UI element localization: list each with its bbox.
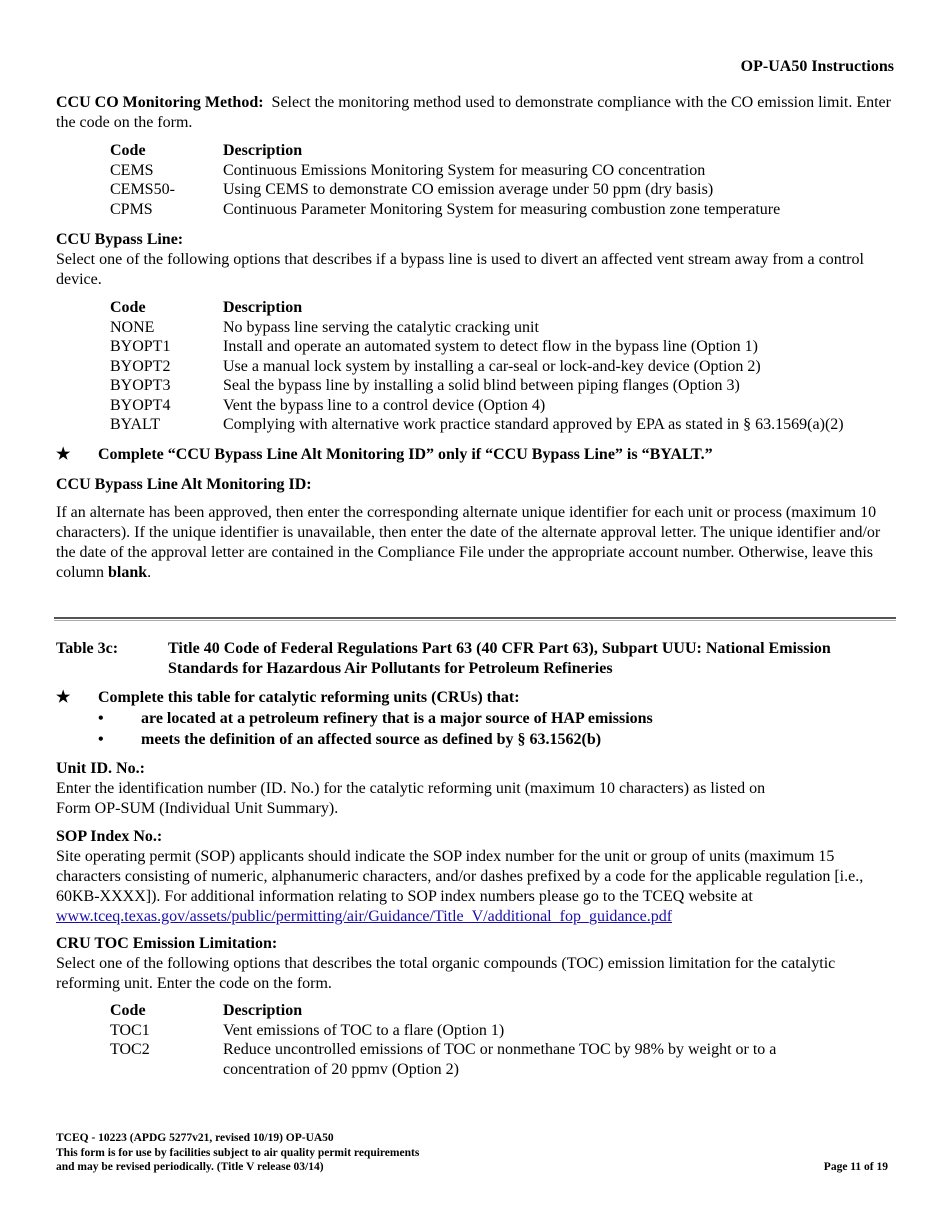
desc-cell: Vent the bypass line to a control device (Option 4) — [223, 396, 546, 414]
table3c-label: Table 3c: — [56, 640, 119, 657]
toc-text: Select one of the following options that describes the total organic compounds (TOC) emission limitation for the catalytic reforming unit. Enter the code on the form. — [56, 955, 836, 992]
desc-cell: Vent emissions of TOC to a flare (Option 1) — [223, 1021, 505, 1039]
table-row — [110, 1021, 820, 1041]
bullet-icon: • — [98, 731, 104, 748]
desc-cell: Seal the bypass line by installing a solid blind between piping flanges (Option 3) — [223, 377, 740, 394]
unit-id-text-line1: Enter the identification number (ID. No.) for the catalytic reforming unit (maximum 10 characters) as listed on — [56, 780, 766, 797]
col-code-header: Code — [110, 299, 146, 316]
table-row — [110, 161, 780, 181]
table-row — [110, 396, 844, 416]
code-cell: NONE — [110, 318, 155, 336]
table-row — [110, 200, 780, 220]
footer-form-info — [56, 1131, 419, 1175]
code-cell: BYOPT4 — [110, 396, 171, 414]
sop-section — [56, 827, 894, 927]
desc-cell: Continuous Parameter Monitoring System for measuring combustion zone temperature — [223, 200, 781, 218]
code-cell: BYOPT2 — [110, 357, 171, 375]
bullet-text: are located at a petroleum refinery that is a major source of HAP emissions — [141, 710, 653, 727]
desc-cell: Continuous Emissions Monitoring System for measuring CO concentration — [223, 161, 706, 179]
co-method-heading: CCU CO Monitoring Method: — [56, 94, 264, 111]
bypass-section — [56, 230, 894, 290]
alt-id-heading: CCU Bypass Line Alt Monitoring ID: — [56, 476, 312, 493]
toc-section — [56, 934, 894, 994]
table-row — [110, 337, 844, 357]
toc-heading: CRU TOC Emission Limitation: — [56, 935, 278, 952]
star-icon: ★ — [56, 689, 71, 706]
code-cell: CPMS — [110, 200, 153, 218]
bypass-star-note-text: Complete “CCU Bypass Line Alt Monitoring ID” only if “CCU Bypass Line” is “BYALT.” — [98, 446, 713, 463]
code-cell: BYALT — [110, 416, 161, 433]
col-desc-header: Description — [223, 142, 303, 159]
code-cell: TOC1 — [110, 1021, 150, 1039]
bypass-code-table — [110, 298, 844, 435]
desc-cell: Reduce uncontrolled emissions of TOC or nonmethane TOC by 98% by weight or to a concentration of 20 ppmv (Option 2) — [223, 1041, 777, 1078]
co-method-section — [56, 93, 894, 133]
footer-line3: and may be revised periodically. (Title V release 03/14) — [56, 1161, 324, 1173]
toc-code-table — [110, 1001, 820, 1079]
code-cell: BYOPT3 — [110, 377, 171, 394]
list-item — [98, 709, 653, 729]
sop-heading: SOP Index No.: — [56, 828, 163, 845]
table-row — [110, 415, 844, 435]
bypass-text: Select one of the following options that describes if a bypass line is used to divert an affected vent stream away from a control device. — [56, 251, 864, 288]
footer-line2: This form is for use by facilities subject to air quality permit requirements — [56, 1146, 420, 1159]
tceq-guidance-link[interactable]: www.tceq.texas.gov/assets/public/permitting/air/Guidance/Title_V/additional_fop_guidance.pdf — [56, 908, 673, 925]
code-cell: TOC2 — [110, 1041, 150, 1058]
table3c-title: Title 40 Code of Federal Regulations Part 63 (40 CFR Part 63), Subpart UUU: National Emission Standards for Hazardous Air Pollutants for Petroleum Refineries — [168, 640, 831, 677]
desc-cell: Use a manual lock system by installing a car-seal or lock-and-key device (Option 2) — [223, 357, 761, 375]
alt-id-text: If an alternate has been approved, then enter the corresponding alternate unique identifier for each unit or process (maximum 10 characters). If the unique identifier is unavailable, then enter the date of the alternate approval letter. The unique identifier and/or the date of the approval letter are contained in the Compliance File under the appropriate account number. Otherwise, leave this column — [56, 504, 881, 581]
table-row — [110, 357, 844, 377]
code-cell: CEMS50- — [110, 181, 175, 198]
unit-id-text-line2: Form OP-SUM (Individual Unit Summary). — [56, 800, 339, 817]
list-item — [98, 730, 601, 750]
table-row — [110, 180, 780, 200]
code-cell: CEMS — [110, 161, 154, 179]
desc-cell: Install and operate an automated system to detect flow in the bypass line (Option 1) — [223, 338, 758, 355]
alt-id-section — [56, 475, 894, 583]
col-desc-header: Description — [223, 299, 303, 316]
table3c-star-note-text: Complete this table for catalytic reforming units (CRUs) that: — [98, 689, 520, 706]
desc-cell: Complying with alternative work practice standard approved by EPA as stated in § 63.1569(a)(2) — [223, 416, 844, 433]
table-row — [110, 376, 844, 396]
co-method-text: Select the monitoring method used to demonstrate compliance with the CO emission limit. Enter the code on the form. — [56, 94, 891, 131]
table3c-star-note — [56, 688, 520, 708]
co-method-code-table — [110, 141, 780, 219]
bullet-text: meets the definition of an affected source as defined by § 63.1562(b) — [141, 731, 602, 748]
sop-text: Site operating permit (SOP) applicants should indicate the SOP index number for the unit or group of units (maximum 15 characters consisting of numeric, alphanumeric characters, and/or dashes prefixed by a code for the applicable regulation [i.e., 60KB-XXXX]). For additional information relating to SOP index numbers please go to the TCEQ website at — [56, 848, 864, 905]
bypass-heading: CCU Bypass Line: — [56, 231, 184, 248]
alt-id-text-period: . — [147, 564, 152, 581]
bypass-star-note — [56, 445, 713, 465]
col-code-header: Code — [110, 1002, 146, 1019]
table-row — [110, 1040, 820, 1079]
col-desc-header: Description — [223, 1002, 303, 1019]
desc-cell: No bypass line serving the catalytic cracking unit — [223, 318, 539, 336]
table-row — [110, 318, 844, 338]
desc-cell: Using CEMS to demonstrate CO emission average under 50 ppm (dry basis) — [223, 181, 714, 198]
page-number: Page 11 of 19 — [823, 1161, 888, 1173]
code-cell: BYOPT1 — [110, 338, 171, 355]
unit-id-section — [56, 759, 894, 819]
star-icon: ★ — [56, 446, 71, 463]
col-code-header: Code — [110, 142, 146, 159]
unit-id-heading: Unit ID. No.: — [56, 760, 145, 777]
page-header-title: OP-UA50 Instructions — [740, 58, 894, 75]
alt-id-text-bold: blank — [108, 564, 148, 581]
bullet-icon: • — [98, 710, 104, 727]
section-divider — [54, 617, 896, 621]
footer-line1: TCEQ - 10223 (APDG 5277v21, revised 10/19) OP-UA50 — [56, 1132, 334, 1144]
